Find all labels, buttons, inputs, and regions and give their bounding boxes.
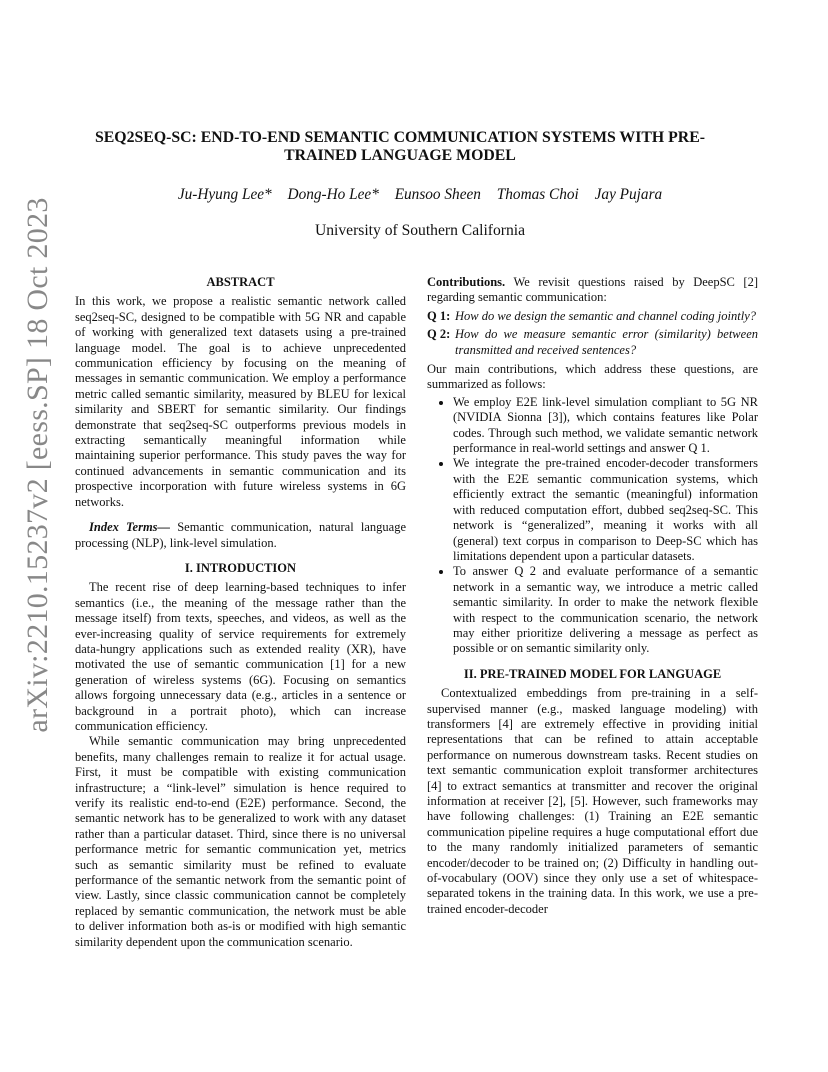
author: Dong-Ho Lee* <box>287 186 379 203</box>
question-2-label: Q 2: <box>427 327 451 342</box>
contributions-intro-text: We revisit questions raised by DeepSC [2] regarding semantic communication: <box>427 275 758 305</box>
contributions-label: Contributions. <box>427 275 506 289</box>
section-heading-pretrained: II. PRE-TRAINED MODEL FOR LANGUAGE <box>463 666 722 681</box>
contribution-item: • We employ E2E link-level simulation compliant to 5G NR (NVIDIA Sionna [3]), which contains features like Polar codes. Through such method, we validate semantic network performance in real-world settings and answer Q 1. <box>453 395 758 457</box>
paper-title: SEQ2SEQ-SC: END-TO-END SEMANTIC COMMUNICATION SYSTEMS WITH PRE-TRAINED LANGUAGE MODEL <box>94 129 705 164</box>
index-terms <box>75 520 406 551</box>
index-terms-label: Index Terms— <box>89 520 171 535</box>
author: Eunsoo Sheen <box>394 186 481 203</box>
section2-paragraph-1: Contextualized embeddings from pre-training in a self-supervised manner (e.g., masked language modeling) with transformers [4] are extremely effective in providing initial representations that can be refined to attain acceptable performance on numerous downstream tasks. Recent studies on text semantic communication exploit transformer architectures [4] to extract semantics at transmitter and recover the original information at receiver [2], [5]. However, such frameworks may have following challenges: (1) Training an E2E semantic communication pipeline requires a huge computational effort due to the many randomly initialized parameters of semantic encoder/decoder to be trained on; (2) Difficulty in handling out-of-vocabulary (OOV) since they only use a set of whitespace-separated tokens in the training data. In this work, we use a pre-trained encoder-decoder <box>427 686 758 916</box>
contribution-list <box>427 395 758 657</box>
author: Jay Pujara <box>594 186 663 203</box>
question-2-text: How do we measure semantic error (similarity) between transmitted and received sentences? <box>455 327 758 357</box>
author: Thomas Choi <box>496 186 579 203</box>
section-heading-intro: I. INTRODUCTION <box>184 560 297 575</box>
author: Ju-Hyung Lee* <box>177 186 272 203</box>
arxiv-sidebar-stamp <box>18 150 58 780</box>
left-column <box>75 275 406 950</box>
question-1-label: Q 1: <box>427 308 451 323</box>
abstract-text: In this work, we propose a realistic semantic network called seq2seq-SC, designed to be compatible with 5G NR and capable of working with generalized text datasets using a pre-trained language model. The goal is to achieve unprecedented communication efficiency by focusing on the meaning of messages in semantic communication. We employ a performance metric called semantic similarity, measured by BLEU for lexical similarity and SBERT for semantic similarity. Our findings demonstrate that seq2seq-SC outperforms previous models in extracting semantically meaningful information while maintaining superior performance. This study paves the way for continued advancements in semantic communication and its prospective incorporation with future wireless systems in 6G networks. <box>75 294 406 509</box>
right-column <box>427 275 758 917</box>
question-1-text: How do we design the semantic and channel coding jointly? <box>455 308 756 323</box>
contributions-intro <box>427 275 758 306</box>
intro-paragraph-2: While semantic communication may bring unprecedented benefits, many challenges remain to realize it for actual usage. First, it must be compatible with existing communication infrastructure; a “link-level” simulation is hence required to verify its realistic end-to-end (E2E) performance. Second, the semantic network has to be generalized to work with any dataset rather than a particular dataset. Third, since there is no universal performance metric for semantic communication yet, metrics such as semantic similarity must be refined to evaluate performance of the semantic network from the semantic point of view. Lastly, since classic communication cannot be completely replaced by semantic communication, the network must be able to deliver information both as-is or modified with high semantic similarity dependent upon the communication scenario. <box>75 734 406 949</box>
contributions-summary: Our main contributions, which address these questions, are summarized as follows: <box>427 362 758 392</box>
contribution-item: • To answer Q 2 and evaluate performance of a semantic network in a semantic way, we introduce a metric called semantic similarity. In order to make the network flexible with respect to the communication scenario, the network may either prioritize delivering a message as perfect as possible or on semantic similarity only. <box>453 564 758 656</box>
contribution-item: • We integrate the pre-trained encoder-decoder transformers with the E2E semantic communication systems, which efficiently extract the semantic (meaningful) information with reduced computation effort, dubbed seq2seq-SC. This network is “generalized”, meaning it works with all (general) text corpus in comparison to Deep-SC which has limitations dependent upon a particular datasets. <box>453 456 758 564</box>
index-terms-text: Semantic communication, natural language processing (NLP), link-level simulation. <box>75 520 406 550</box>
arxiv-id: arXiv:2210.15237v2 [eess.SP] 18 Oct 2023 <box>21 197 54 733</box>
question-2 <box>427 327 758 358</box>
question-1 <box>427 309 758 324</box>
affiliation: University of Southern California <box>314 222 526 239</box>
author-list <box>90 186 750 204</box>
intro-paragraph-1: The recent rise of deep learning-based techniques to infer semantics (i.e., the meaning of the message rather than the message itself) from texts, speeches, and videos, as well as the ever-increasing quality of service requirements for extremely data-hungry applications such as extended reality (XR), have motivated the use of semantic communication [1] for a new generation of wireless systems (6G). Focusing on semantics allows forgoing unnecessary data (e.g., articles in a sentence or background in a portrait photo), which can increase communication efficiency. <box>75 580 406 733</box>
abstract-heading: ABSTRACT <box>206 275 275 289</box>
